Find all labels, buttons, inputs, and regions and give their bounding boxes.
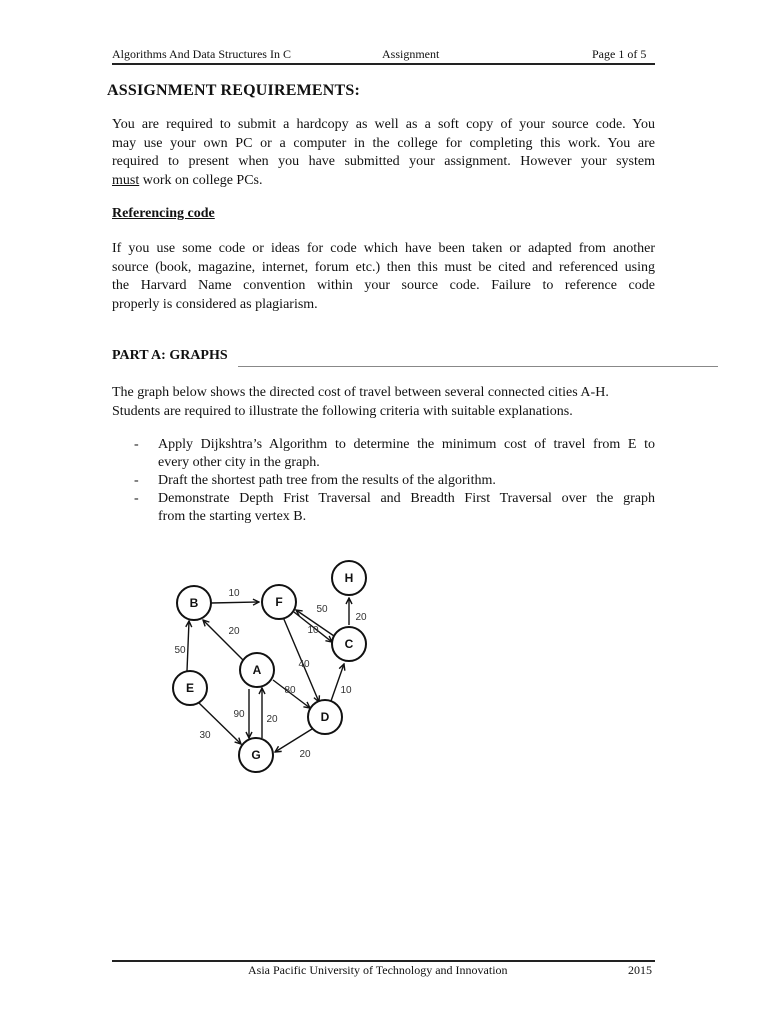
part-a-intro-line: Students are required to illustrate the following criteria with suitable explanations. <box>112 403 573 419</box>
edge-weight: 80 <box>284 685 296 696</box>
part-a-intro <box>112 384 655 421</box>
list-item <box>134 472 655 490</box>
graph-svg <box>160 555 400 780</box>
referencing-heading: Referencing code <box>112 206 215 221</box>
edge-weight: 10 <box>228 588 240 599</box>
list-item-line: Apply Dijkshtra’s Algorithm to determine the minimum cost of travel from E to <box>158 437 655 452</box>
edge-weight: 20 <box>228 626 240 637</box>
edge-weight: 90 <box>233 709 245 720</box>
bullet-dash: - <box>134 473 139 488</box>
emphasis-must: must <box>112 172 140 188</box>
referencing-line: If you use some code or ideas for code which have been taken or adapted from another <box>112 241 655 256</box>
list-item-line: from the starting vertex B. <box>158 509 307 524</box>
footer-institution: Asia Pacific University of Technology and Innovation <box>248 963 508 977</box>
list-item <box>134 436 655 472</box>
graph-diagram <box>160 555 400 785</box>
part-a-heading: PART A: GRAPHS <box>112 348 228 363</box>
list-item-line: Draft the shortest path tree from the results of the algorithm. <box>158 473 496 488</box>
referencing-line: properly is considered as plagiarism. <box>112 296 318 312</box>
node-label: D <box>320 710 330 724</box>
part-a-intro-line: The graph below shows the directed cost of travel between several connected cities A-H. <box>112 385 609 400</box>
node-label: B <box>189 596 199 610</box>
list-item-line: Demonstrate Depth Frist Traversal and Breadth First Traversal over the graph <box>158 491 655 506</box>
node-label: A <box>252 663 262 677</box>
edge-weight: 20 <box>299 749 311 760</box>
footer-year: 2015 <box>628 963 652 977</box>
header-page-number: Page 1 of 5 <box>592 47 647 61</box>
referencing-line: source (book, magazine, internet, forum etc.) then this must be cited and referenced using <box>112 259 655 275</box>
node-label: F <box>275 595 283 609</box>
node-label: G <box>251 748 261 762</box>
node-label: E <box>185 681 195 695</box>
intro-line <box>112 172 655 191</box>
intro-line: may use your own PC or a computer in the college for completing this work. You are <box>112 135 655 151</box>
edge-weight: 20 <box>266 714 278 725</box>
node-label: C <box>344 637 354 651</box>
referencing-paragraph <box>112 240 655 314</box>
edge-b-f <box>211 602 259 603</box>
page-title: ASSIGNMENT REQUIREMENTS: <box>107 82 360 99</box>
header-rule <box>112 63 655 65</box>
edge-weight: 50 <box>316 604 328 615</box>
part-a-rule <box>238 366 718 367</box>
edge-weight: 30 <box>199 730 211 741</box>
edge-weight: 10 <box>307 625 319 636</box>
list-item <box>134 490 655 526</box>
header-course: Algorithms And Data Structures In C <box>112 47 291 61</box>
list-item-line: every other city in the graph. <box>158 455 320 470</box>
edge-weight: 10 <box>340 685 352 696</box>
edge-weight: 40 <box>298 659 310 670</box>
footer-rule <box>112 960 655 962</box>
intro-paragraph <box>112 116 655 190</box>
edge-weight: 50 <box>174 645 186 656</box>
bullet-dash: - <box>134 491 139 506</box>
bullet-dash: - <box>134 437 139 452</box>
header-doc-type: Assignment <box>382 47 440 61</box>
intro-line: required to present when you have submitted your assignment. However your system <box>112 154 655 169</box>
edge-e-b <box>187 621 189 671</box>
intro-line: You are required to submit a hardcopy as well as a soft copy of your source code. You <box>112 117 655 132</box>
node-label: H <box>344 571 354 585</box>
intro-last-rest: work on college PCs. <box>139 172 263 188</box>
criteria-list <box>134 436 655 526</box>
edge-weight: 20 <box>355 612 367 623</box>
referencing-line: the Harvard Name convention within your source code. Failure to reference code <box>112 278 655 293</box>
